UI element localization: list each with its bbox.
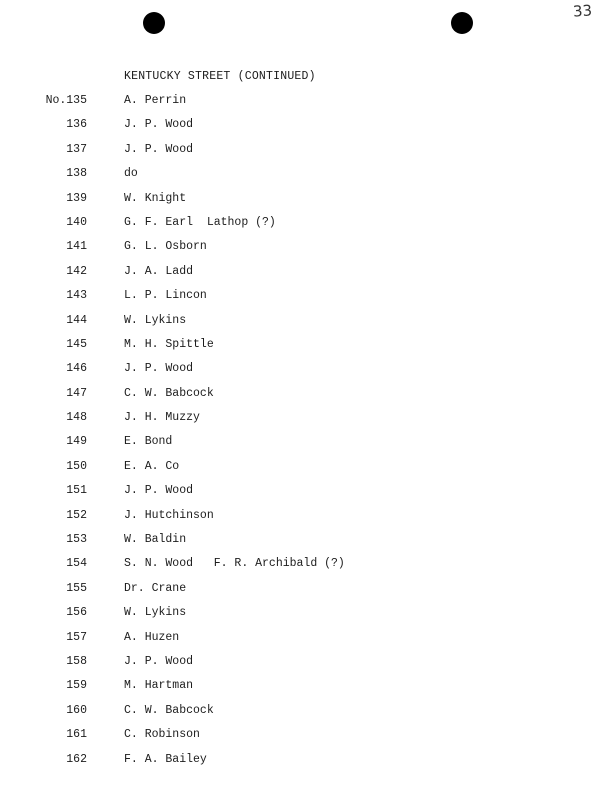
owner-name: J. Hutchinson <box>124 508 214 522</box>
lot-number: 147 <box>66 386 87 400</box>
owner-name: L. P. Lincon <box>124 289 207 303</box>
list-item <box>0 214 600 238</box>
lot-number: 156 <box>66 606 87 620</box>
lot-number: 138 <box>66 167 87 181</box>
list-item <box>0 92 600 116</box>
lot-number: 161 <box>66 728 87 742</box>
owner-name: G. F. Earl Lathop (?) <box>124 215 276 229</box>
entry-list <box>0 92 600 775</box>
list-item <box>0 629 600 653</box>
owner-name: S. N. Wood F. R. Archibald (?) <box>124 557 345 571</box>
lot-number: 141 <box>66 240 87 254</box>
list-item <box>0 726 600 750</box>
lot-number: 154 <box>66 557 87 571</box>
owner-name: J. P. Wood <box>124 118 194 132</box>
owner-name: C. W. Babcock <box>124 386 214 400</box>
lot-number: 159 <box>66 679 87 693</box>
list-item <box>0 507 600 531</box>
list-item <box>0 336 600 360</box>
list-item <box>0 677 600 701</box>
lot-number: 142 <box>66 264 87 278</box>
list-item <box>0 312 600 336</box>
list-item <box>0 141 600 165</box>
lot-number: 152 <box>66 508 87 522</box>
list-item <box>0 409 600 433</box>
lot-number: 160 <box>66 703 87 717</box>
list-item <box>0 238 600 262</box>
owner-name: J. P. Wood <box>124 142 194 156</box>
owner-name: J. H. Muzzy <box>124 411 200 425</box>
list-item <box>0 385 600 409</box>
owner-name: F. A. Bailey <box>124 752 207 766</box>
list-item <box>0 263 600 287</box>
list-item <box>0 555 600 579</box>
owner-name: J. P. Wood <box>124 484 194 498</box>
lot-number: 143 <box>66 289 87 303</box>
lot-number: 144 <box>66 313 87 327</box>
owner-name: M. Hartman <box>124 679 194 693</box>
list-item <box>0 287 600 311</box>
owner-name: C. Robinson <box>124 728 200 742</box>
page-title: KENTUCKY STREET (CONTINUED) <box>124 70 316 83</box>
list-item <box>0 458 600 482</box>
lot-number: 158 <box>66 654 87 668</box>
owner-name: J. P. Wood <box>124 654 194 668</box>
list-item <box>0 360 600 384</box>
lot-number: 155 <box>66 581 87 595</box>
list-item <box>0 604 600 628</box>
list-item <box>0 751 600 775</box>
owner-name: C. W. Babcock <box>124 703 214 717</box>
list-item <box>0 580 600 604</box>
lot-number: 139 <box>66 191 87 205</box>
punch-hole-right <box>451 12 473 34</box>
owner-name: E. Bond <box>124 435 173 449</box>
owner-name: W. Lykins <box>124 606 187 620</box>
owner-name: do <box>124 167 138 181</box>
list-item <box>0 190 600 214</box>
list-item <box>0 702 600 726</box>
lot-number: No.135 <box>45 94 87 107</box>
owner-name: M. H. Spittle <box>124 337 214 351</box>
lot-number: 148 <box>66 411 87 425</box>
list-item <box>0 482 600 506</box>
list-item <box>0 165 600 189</box>
lot-number: 150 <box>66 459 87 473</box>
lot-number: 140 <box>66 215 87 229</box>
page-number: 33 <box>572 1 593 21</box>
list-item <box>0 116 600 140</box>
list-item <box>0 433 600 457</box>
punch-hole-left <box>143 12 165 34</box>
lot-number: 146 <box>66 362 87 376</box>
list-item <box>0 653 600 677</box>
lot-number: 157 <box>66 630 87 644</box>
owner-name: J. P. Wood <box>124 362 194 376</box>
lot-number: 153 <box>66 533 87 547</box>
owner-name: A. Perrin <box>124 94 187 107</box>
lot-number: 149 <box>66 435 87 449</box>
list-item <box>0 531 600 555</box>
owner-name: W. Lykins <box>124 313 187 327</box>
owner-name: W. Knight <box>124 191 187 205</box>
owner-name: A. Huzen <box>124 630 180 644</box>
lot-number: 162 <box>66 752 87 766</box>
owner-name: W. Baldin <box>124 533 187 547</box>
lot-number: 137 <box>66 142 87 156</box>
lot-number: 145 <box>66 337 87 351</box>
lot-number: 151 <box>66 484 87 498</box>
lot-number: 136 <box>66 118 87 132</box>
owner-name: E. A. Co <box>124 459 180 473</box>
owner-name: Dr. Crane <box>124 581 187 595</box>
owner-name: G. L. Osborn <box>124 240 207 254</box>
owner-name: J. A. Ladd <box>124 264 194 278</box>
